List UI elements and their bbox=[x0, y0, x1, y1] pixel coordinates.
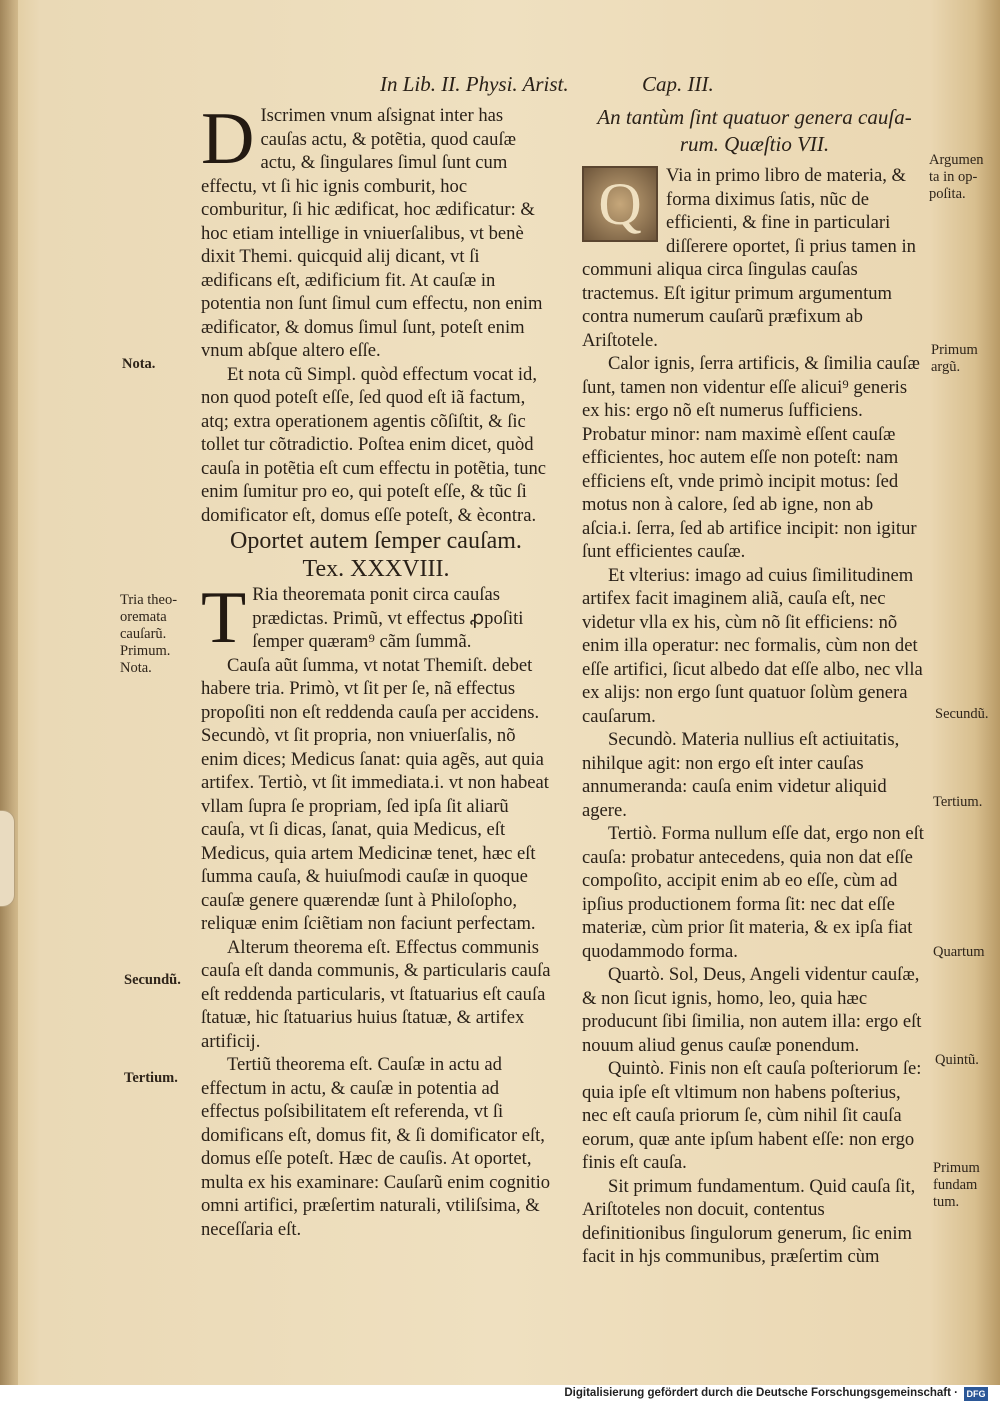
paragraph-1 bbox=[201, 98, 551, 363]
right-paragraph-5: Quartò. Sol, Deus, Angeli videntur cauſæ, & non ſicut ignis, homo, leo, quia hæc producunt ſibi ſimilia, non autem illa: ergo eſt nouum aliud genus cauſæ ponendum. bbox=[582, 964, 922, 1056]
primum-argu-line-1: Primum bbox=[931, 342, 978, 358]
paragraph-2: Et nota cũ Simpl. quòd effectum vocat id, non quod poteſt eſſe, ſed quod eſt iã factum, atq; extra operationem agentis cõſiſtit, & ſic tollet tur cõtradictio. Poſtea enim dicet, quòd cauſa in potẽtia eſt cum effectu in potẽtia, tunc enim ſumitur pro eo, qui poteſt eſſe, & tũc ſi domificator eſt, domus eſſe poteſt, & ècontra. bbox=[201, 363, 547, 526]
primum-argu-line-2: argũ. bbox=[931, 359, 961, 375]
margin-note-quartum: Quartum bbox=[933, 944, 985, 960]
running-header bbox=[380, 72, 800, 102]
margin-note-argumenta bbox=[929, 152, 984, 203]
margin-note-nota: Nota. bbox=[122, 356, 156, 372]
margin-note-tertium: Tertium. bbox=[124, 1070, 178, 1086]
margin-note-primum-fund bbox=[933, 1160, 980, 1211]
tria-line-5: Nota. bbox=[120, 660, 152, 676]
footer-bar bbox=[0, 1385, 1000, 1404]
primum-fund-line-3: tum. bbox=[933, 1194, 960, 1210]
margin-note-primum-argu bbox=[931, 342, 978, 376]
tria-line-3: cauſarũ. bbox=[120, 626, 167, 642]
tria-line-1: Tria theo- bbox=[120, 592, 178, 608]
question-title bbox=[582, 104, 927, 158]
paragraph-3-text: Ria theoremata ponit circa cauſas prædictas. Primũ, vt effectus ꝓpoſiti ſemper quæram⁹ cãm ſummã. bbox=[252, 584, 524, 652]
tria-line-2: oremata bbox=[120, 609, 167, 625]
margin-note-secundu-right: Secundũ. bbox=[935, 706, 989, 722]
left-column bbox=[201, 98, 551, 1241]
drop-cap-d: D bbox=[201, 98, 255, 180]
margin-note-tria bbox=[120, 592, 177, 677]
argumenta-line-3: poſita. bbox=[929, 186, 966, 202]
binding-shadow bbox=[0, 0, 18, 1385]
right-paragraph-1: Calor ignis, ſerra artificis, & ſimilia cauſæ ſunt, tamen non videntur eſſe alicui⁹ generis ex his: ergo nõ eſt numerus ſufficiens. Probatur minor: nam maximè eſſent cauſæ efficientes, hoc autem eſſe non poteſt: nam efficiens eſt, vnde primò incipit motus: ſed motus non à calore, ſed ab igne, non ab aſcia.i. ſerra, ſed ab artifice incipit: non igitur ſunt efficientes cauſæ. bbox=[582, 353, 920, 562]
question-title-line-2: rum. Quæſtio VII. bbox=[679, 132, 830, 156]
question-title-line-1: An tantùm ſint quatuor genera cauſa- bbox=[597, 105, 912, 129]
dfg-logo-icon: DFG bbox=[964, 1387, 988, 1401]
margin-note-secundu: Secundũ. bbox=[124, 972, 181, 988]
right-paragraph-3: Secundò. Materia nullius eſt actiuitatis, nihilque agit: non ergo eſt inter cauſas annumeranda: cauſa enim videtur aliquid agere. bbox=[582, 729, 900, 821]
right-paragraph-7: Sit primum fundamentum. Quid cauſa ſit, Ariſtoteles non docuit, contentus definitionibus ſingulorum generum, ſic enim facit in hjs communibus, præſertim cùm bbox=[582, 1175, 916, 1267]
page-clip bbox=[0, 810, 15, 907]
paragraph-3 bbox=[201, 577, 551, 659]
header-chapter: Cap. III. bbox=[642, 72, 714, 96]
primum-fund-line-2: fundam bbox=[933, 1177, 978, 1193]
argumenta-line-1: Argumen bbox=[929, 152, 984, 168]
right-paragraph-6: Quintò. Finis non eſt cauſa poſteriorum ſe: quia ipſe eſt vltimum non habens poſterius, nec eſt cauſa priorum ſe, cùm nihil ſit cauſa eorum, quæ ante ipſum habent eſſe: non ergo finis eſt cauſa. bbox=[582, 1058, 922, 1173]
drop-cap-t: T bbox=[201, 577, 247, 659]
margin-note-quintu: Quintũ. bbox=[935, 1052, 979, 1068]
question-paragraph-text: Via in primo libro de materia, & forma diximus ſatis, nũc de efficienti, & fine in particulari diſſerere oportet, ſi prius tamen in communi aliqua circa ſingulas cauſas tractemus. Eſt igitur primum argumentum contra numerum cauſarũ præfixum ab Ariſtotele. bbox=[582, 165, 916, 351]
text-number: Tex. XXXVIII. bbox=[302, 556, 450, 582]
right-paragraph-2: Et vlterius: imago ad cuius ſimilitudinem artifex facit imaginem aliã, cauſa eſt, nec videtur vlla ex his, cùm nõ ſit efficiens: nõ enim illa operatur: nec formalis, cùm non det eſſe artifici, ſicut albedo dat eſſe albo, nec vlla ex alijs: non ergo ſunt quatuor ſolùm genera cauſarum. bbox=[582, 564, 923, 727]
tria-line-4: Primum. bbox=[120, 643, 171, 659]
paragraph-5: Alterum theorema eſt. Effectus communis cauſa eſt danda communis, & particularis cauſa eſt reddenda particularis, vt ſtatuarius eſt cauſa ſtatuæ, hic ſtatuarius huius ſtatuæ, & artifex artificij. bbox=[201, 936, 551, 1052]
margin-note-tertium-right: Tertium. bbox=[933, 794, 983, 810]
section-heading: Oportet autem ſemper cauſam. bbox=[230, 528, 522, 554]
paragraph-6: Tertiũ theorema eſt. Cauſæ in actu ad effectum in actu, & cauſæ in potentia ad effectus poſsibilitatem eſt referenda, vt ſi domificans eſt, domus fit, & ſi domificator eſt, domus eſſe poteſt. Hæc de cauſis. At oportet, multa ex his examinare: Cauſarũ enim cognitio omni artifici, præſertim naturali, vtiliſsima, & neceſſaria eſt. bbox=[201, 1054, 551, 1240]
decorated-initial-q: Q bbox=[582, 166, 658, 242]
digitization-credit: Digitalisierung gefördert durch die Deutsche Forschungsgemeinschaft · bbox=[564, 1387, 958, 1399]
argumenta-line-2: ta in op- bbox=[929, 169, 978, 185]
paragraph-1-text: Iscrimen vnum aſsignat inter has cauſas actu, & potẽtia, quod cauſæ actu, & ſingulares ſimul ſunt cum effectu, vt ſi hic ignis comburit, hoc comburitur, ſi hic ædificat, hoc ædificatur: & hoc etiam intellige in vniuerſalibus, vt benè dixit Themi. quicquid alij dicant, vt ſi ædificans eſt, ædificium fit. At cauſæ in potentia non ſunt ſimul cum effectu, non enim ædificator, & domus ſimul ſunt, poteſt enim vnum abſque altero eſſe. bbox=[201, 105, 543, 361]
paragraph-4: Cauſa aũt ſumma, vt notat Themiſt. debet habere tria. Primò, vt ſit per ſe, nã effectus propoſiti non eſt reddenda cauſa per accidens. Secundò, vt ſit propria, non vniuerſalis, nõ enim dices; Medicus ſanat: quia agẽs, aut quia artifex. Tertiò, vt ſit immediata.i. vt non habeat vllam ſupra ſe propriam, ſed ipſa ſit aliarũ cauſa, vt ſi dicas, ſanat, quia Medicus, eſt Medicus, quia artem Medicinæ tenet, hæc eſt ſumma cauſa, & huiuſmodi cauſæ in quoque cauſæ genere quærendæ ſunt à Philoſopho, reliquæ enim ſciẽtiam non faciunt perfectam. bbox=[201, 654, 549, 934]
right-column bbox=[582, 104, 927, 1269]
header-book-ref: In Lib. II. Physi. Arist. bbox=[380, 72, 569, 96]
right-paragraph-4: Tertiò. Forma nullum eſſe dat, ergo non eſt cauſa: probatur antecedens, quia non dat eſſe compoſito, accipit enim ab eo eſſe, cùm ad ipſius productionem forma ſit: nec dat eſſe materiæ, cùm prior ſit materia, & ex ipſa fiat quodammodo forma. bbox=[582, 823, 924, 962]
primum-fund-line-1: Primum bbox=[933, 1160, 980, 1176]
question-paragraph bbox=[582, 164, 927, 352]
